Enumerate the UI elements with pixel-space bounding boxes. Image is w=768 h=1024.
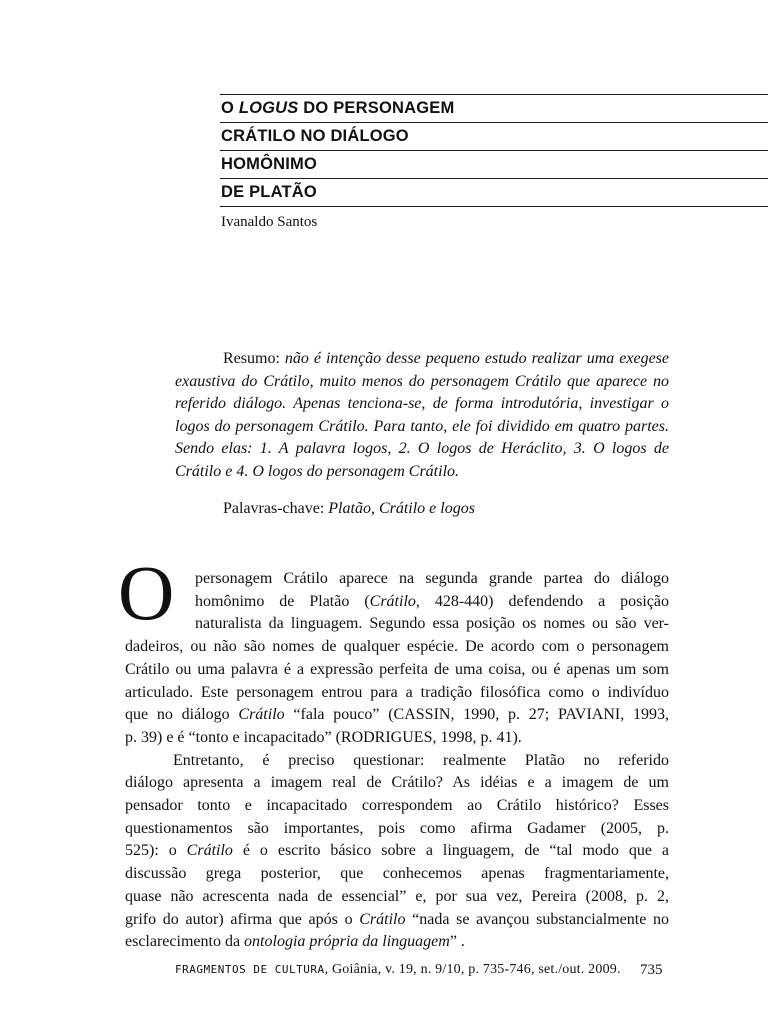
footer-citation xyxy=(175,962,621,978)
body-line: diálogo apresenta a imagem real de Crátilo? As idéias e a imagem de um xyxy=(125,774,669,792)
body-line: Entretanto, é preciso questionar: realmente Platão no referido xyxy=(173,751,669,769)
body-line: dadeiros, ou não são nomes de qualquer espécie. De acordo com o personagem xyxy=(125,638,669,656)
journal-name: FRAGMENTOS DE CULTURA xyxy=(175,963,325,976)
body-line: quase não acrescenta nada de essencial” e, por sua vez, Pereira (2008, p. 2, xyxy=(125,887,669,905)
body-line: personagem Crátilo aparece na segunda grande partea do diálogo xyxy=(195,570,669,587)
body-line: discussão grega posterior, que conhecemos apenas fragmentariamente, xyxy=(125,865,669,883)
body-line: esclarecimento da ontologia própria da linguagem” . xyxy=(125,933,465,951)
body-text xyxy=(125,568,669,954)
title-line-3: HOMÔNIMO xyxy=(220,150,768,178)
body-line: Crátilo ou uma palavra é a expressão perfeita de uma coisa, ou é apenas um som xyxy=(125,660,669,678)
body-line: naturalista da linguagem. Segundo essa posição os nomes ou são ver- xyxy=(195,615,669,633)
drop-cap: O xyxy=(118,549,175,636)
article-title xyxy=(220,94,768,207)
abstract-label: Resumo: xyxy=(223,350,285,367)
author-name: Ivanaldo Santos xyxy=(221,214,318,230)
citation-details: , Goiânia, v. 19, n. 9/10, p. 735-746, set./out. 2009. xyxy=(324,962,621,977)
body-line: articulado. Este personagem entrou para a tradição filosófica como o indivíduo xyxy=(125,683,669,701)
body-line: pensador tonto e incapacitado correspondem ao Crátilo histórico? Esses xyxy=(125,797,669,815)
body-line: que no diálogo Crátilo “fala pouco” (CASSIN, 1990, p. 27; PAVIANI, 1993, xyxy=(125,706,670,724)
title-line-2: CRÁTILO NO DIÁLOGO xyxy=(220,122,768,150)
title-line-4: DE PLATÃO xyxy=(220,178,768,207)
title-text: O xyxy=(221,99,239,117)
body-line: p. 39) e é “tonto e incapacitado” (RODRIGUES, 1998, p. 41). xyxy=(125,728,522,746)
page-number: 735 xyxy=(640,962,663,978)
title-line-1 xyxy=(220,94,768,122)
keywords-label: Palavras-chave: xyxy=(223,500,329,517)
keywords xyxy=(223,500,475,518)
abstract xyxy=(175,348,669,483)
body-line: questionamentos são importantes, pois como afirma Gadamer (2005, p. xyxy=(125,819,669,837)
keywords-text: Platão, Crátilo e logos xyxy=(328,500,475,517)
body-line: 525): o Crátilo é o escrito básico sobre a linguagem, de “tal modo que a xyxy=(125,842,670,860)
body-line: grifo do autor) afirma que após o Crátilo “nada se avançou substancialmente no xyxy=(125,910,670,928)
title-text: DO PERSONAGEM xyxy=(298,99,455,117)
body-line: homônimo de Platão (Crátilo, 428-440) defendendo a posição xyxy=(195,592,670,610)
abstract-text: não é intenção desse pequeno estudo realizar uma exegese exaustiva do Crátilo, muito menos do personagem Crátilo que aparece no referido diálogo. Apenas tenciona-se, de forma introdutória, investigar o logos do personagem Crátilo. Para tanto, ele foi dividido em quatro partes. Sendo elas: 1. A palavra logos, 2. O logos de Heráclito, 3. O logos de Crátilo e 4. O logos do personagem Crátilo. xyxy=(175,350,670,480)
title-italic-word: LOGUS xyxy=(238,99,299,117)
